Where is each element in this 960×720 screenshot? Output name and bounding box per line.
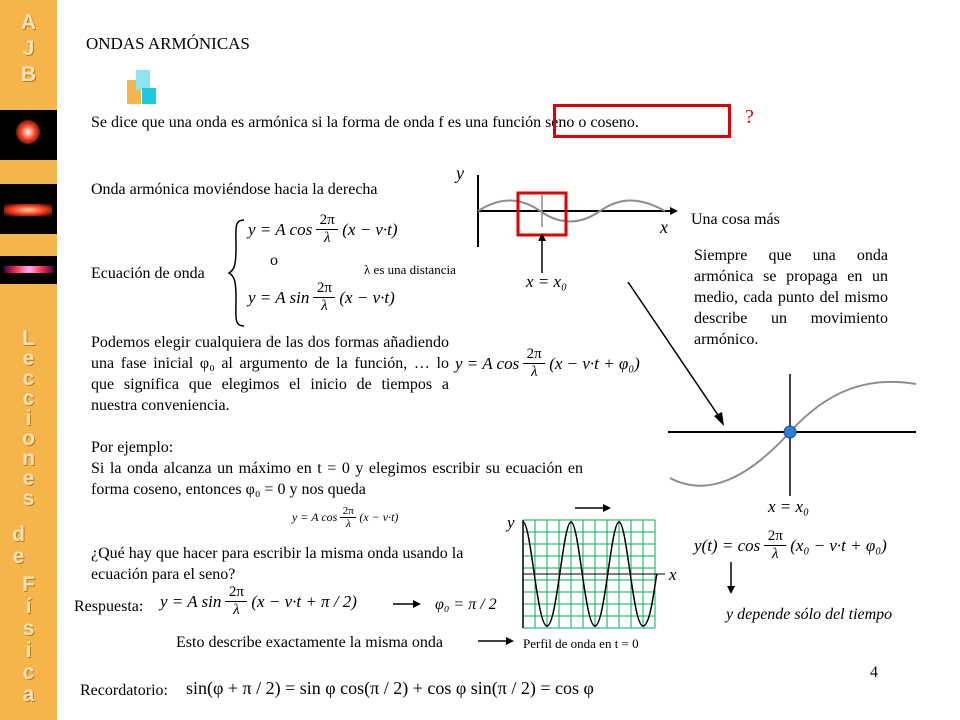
sidebar-letter-3: c bbox=[22, 367, 35, 390]
same-wave-text: Esto describe exactamente la misma onda bbox=[176, 634, 444, 651]
sidebar-letter-4: c bbox=[22, 387, 35, 410]
one-more-text: Siempre que una onda armónica se propaga en un medio, cada punto del mismo describe un movimiento armónico. bbox=[694, 247, 888, 348]
definition-text: Se dice que una onda es armónica si la forma de onda f es una función seno o coseno. bbox=[91, 114, 639, 131]
axis-y-label: y bbox=[456, 163, 464, 183]
sidebar-letter-16: c bbox=[22, 661, 35, 684]
sidebar-letter-7: n bbox=[22, 447, 35, 470]
photo-red-glow bbox=[0, 110, 57, 160]
deco-square-cyan bbox=[142, 88, 156, 104]
sidebar-letter-9: s bbox=[22, 487, 35, 510]
right-wave-label: Onda armónica moviéndose hacia la derecha bbox=[91, 181, 378, 198]
sidebar-letter-14: s bbox=[22, 617, 35, 640]
page-title: ONDAS ARMÓNICAS bbox=[86, 34, 250, 53]
sidebar-letter-8: e bbox=[22, 467, 35, 490]
photo-light-band bbox=[0, 256, 57, 284]
answer-label: Respuesta: bbox=[74, 598, 144, 615]
profile-axis-y: y bbox=[507, 513, 515, 532]
sidebar-letter-2: e bbox=[22, 347, 35, 370]
equation-cos: y = A cos 2π λ (x − v·t) bbox=[248, 212, 398, 246]
reminder-label: Recordatorio: bbox=[80, 682, 168, 699]
wave-profile-figure bbox=[505, 500, 685, 640]
question-mark: ? bbox=[745, 106, 754, 128]
arrow-right-icon bbox=[393, 598, 423, 610]
time-dependence-text: y depende sólo del tiempo bbox=[726, 606, 893, 623]
sidebar-letter-10: d bbox=[12, 523, 25, 546]
equation-phase: y = A cos 2π λ (x − v·t + φ₀) bbox=[455, 346, 640, 380]
phi-result: φ₀ = π / 2 bbox=[435, 596, 497, 613]
equation-example: y = A cos 2π λ (x − v·t) bbox=[292, 505, 399, 530]
equation-sin: y = A sin 2π λ (x − v·t) bbox=[248, 280, 395, 314]
point-oscillation-figure bbox=[668, 374, 918, 504]
arrow-down-icon bbox=[725, 562, 737, 596]
equation-time: y(t) = cos 2π λ (x₀ − v·t + φ₀) bbox=[694, 528, 887, 562]
equation-answer: y = A sin 2π λ (x − v·t + π / 2) bbox=[160, 584, 357, 618]
logo-letter-b: B bbox=[20, 63, 37, 86]
sidebar-letter-17: a bbox=[22, 683, 35, 706]
phase-text: Podemos elegir cualquiera de las dos formas añadiendo una fase inicial φ₀ al argumento de la función, … lo que significa que elegimos el inicio de tiempos a nuestra conveniencia. bbox=[91, 334, 449, 414]
sidebar-letter-1: L bbox=[22, 327, 35, 350]
lambda-note: λ es una distancia bbox=[364, 262, 456, 277]
photo-spectrum bbox=[0, 184, 57, 234]
sidebar-letter-11: e bbox=[12, 545, 25, 568]
sidebar-letter-6: o bbox=[22, 427, 35, 450]
sidebar bbox=[0, 0, 57, 720]
brace-icon bbox=[228, 218, 248, 328]
logo-letter-j: J bbox=[22, 37, 35, 60]
reminder-equation: sin(φ + π / 2) = sin φ cos(π / 2) + cos φ sin(π / 2) = cos φ bbox=[186, 678, 594, 698]
one-more-label: Una cosa más bbox=[691, 211, 780, 228]
equation-or: o bbox=[270, 252, 278, 269]
traveling-wave-figure bbox=[456, 163, 690, 275]
question-text: ¿Qué hay que hacer para escribir la misma onda usando la ecuación para el seno? bbox=[91, 545, 464, 583]
example-title: Por ejemplo: bbox=[91, 439, 174, 456]
x-equals-x0-right: x = x₀ bbox=[768, 497, 809, 516]
example-text: Si la onda alcanza un máximo en t = 0 y elegimos escribir su ecuación en forma coseno, entonces φ₀ = 0 y nos queda bbox=[91, 460, 583, 498]
x-equals-x0-top: x = x₀ bbox=[526, 272, 567, 291]
page-number: 4 bbox=[870, 664, 878, 681]
logo-letter-a: A bbox=[20, 11, 37, 34]
sidebar-letter-15: i bbox=[25, 639, 32, 662]
sidebar-letter-5: i bbox=[25, 407, 32, 430]
sidebar-letter-13: í bbox=[25, 595, 32, 618]
sidebar-letter-12: F bbox=[22, 573, 35, 596]
wave-equation-label: Ecuación de onda bbox=[91, 265, 205, 282]
axis-x-label: x bbox=[660, 217, 668, 237]
profile-axis-x: x bbox=[669, 565, 677, 584]
profile-caption: Perfil de onda en t = 0 bbox=[523, 636, 639, 651]
deco-square-lightblue bbox=[136, 70, 150, 90]
highlight-box-definition bbox=[553, 104, 731, 138]
